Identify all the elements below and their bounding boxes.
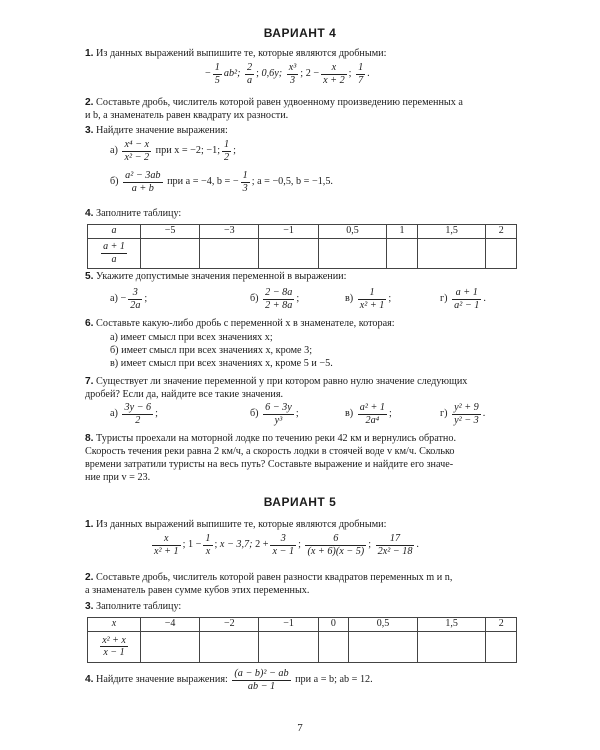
task-number: 4. <box>85 673 94 685</box>
task-text: Заполните таблицу: <box>96 208 182 219</box>
fraction: $\frac{3}{x - 1}$ <box>272 533 295 557</box>
expr-text: ; <box>182 538 186 550</box>
fraction: $\frac{1}{2}$ <box>224 139 230 163</box>
v4-task-8-line-3: времени затратили туристы на весь путь? Составьте выражение и найдите его значе- <box>85 459 454 470</box>
table-head-cell: $\frac{a + 1}{a}$ <box>88 238 141 268</box>
table-cell-empty <box>486 238 517 268</box>
fraction: $\frac{17}{\text{2x² − 18}}$ <box>377 533 413 557</box>
v4-task-7-line-2: дробей? Если да, найдите все такие значения. <box>85 389 284 400</box>
table-cell: −3 <box>200 225 259 239</box>
fraction: $\frac{1}{5}$ <box>214 62 220 86</box>
table-row <box>88 225 517 239</box>
fraction: $\frac{\text{x³}}{3}$ <box>288 62 297 86</box>
table-cell-empty <box>318 238 387 268</box>
expr-text: ; <box>256 67 259 79</box>
v4-task-6c: в) имеет смысл при всех значениях x, кроме 5 и −5. <box>110 358 333 369</box>
expr-text: 2 − <box>305 67 320 79</box>
task-text: Из данных выражений выпишите те, которые являются дробными: <box>96 48 387 59</box>
v4-task-8-line-4: ние при v = 23. <box>85 472 151 483</box>
task-text: Укажите допустимые значения переменной в выражении: <box>96 271 347 282</box>
v4-task-6a: а) имеет смысл при всех значениях x; <box>110 332 273 343</box>
table-head-cell: a <box>88 225 141 239</box>
task-text: Заполните таблицу: <box>96 601 182 612</box>
v4-task-2 <box>85 97 525 110</box>
expr-text: ; <box>388 407 392 419</box>
table-row <box>88 238 517 268</box>
expr-text: ; <box>144 292 148 304</box>
v4-task-4 <box>85 208 525 221</box>
table-cell: 0,5 <box>318 225 387 239</box>
v5-task-1 <box>85 519 525 532</box>
table-row <box>88 631 517 662</box>
table-row <box>88 618 517 632</box>
table-head-cell: $\frac{\text{x² + x}}{x - 1}$ <box>88 631 141 662</box>
table-cell: 0,5 <box>349 618 418 632</box>
v4-task-3 <box>85 125 525 138</box>
item-label: г) <box>440 292 448 304</box>
fraction: $\frac{1}{x}$ <box>205 533 211 557</box>
table-cell-empty <box>349 631 418 662</box>
v4-task-7 <box>85 376 525 389</box>
fraction: $\frac{\text{(a − b)² − ab}}{ab - 1}$ <box>234 668 289 692</box>
fraction: $\frac{2}{a}$ <box>247 62 253 86</box>
fraction: $\frac{\text{x⁴ − x}}{\text{x² − 2}}$ <box>124 139 150 163</box>
table-cell-empty <box>318 631 349 662</box>
v4-task-6b: б) имеет смысл при всех значениях x, кроме 3; <box>110 345 313 356</box>
table-cell: −1 <box>259 618 318 632</box>
table-head-cell: x <box>88 618 141 632</box>
task-number: 6. <box>85 318 94 329</box>
expr-text: . <box>367 67 370 79</box>
v5-task-4 <box>85 668 373 692</box>
table-cell: −5 <box>141 225 200 239</box>
task-number: 2. <box>85 97 94 108</box>
v5-task-1-expressions <box>150 533 419 557</box>
v4-task-5 <box>85 271 525 284</box>
table-cell: 1,5 <box>417 225 486 239</box>
task-number: 3. <box>85 125 94 136</box>
expr-text: ; <box>296 292 300 304</box>
v4-values-table <box>87 224 517 269</box>
v4-task-2-line-2: и b, а знаменатель равен квадрату их разности. <box>85 110 289 121</box>
expr-text: ab²; <box>223 67 241 79</box>
page-number: 7 <box>297 722 303 734</box>
item-label: б) <box>250 292 259 304</box>
table-cell-empty <box>141 631 200 662</box>
table-cell: 2 <box>486 225 517 239</box>
v4-task-5b <box>250 287 299 311</box>
table-cell-empty <box>200 238 259 268</box>
v4-task-8 <box>85 433 525 446</box>
task-text: Составьте дробь, числитель которой равен удвоенному произведению переменных a <box>96 97 463 108</box>
fraction: $\frac{6 - 3y}{\text{y³}}$ <box>265 402 292 426</box>
expr-text: ; <box>348 67 352 79</box>
v5-values-table <box>87 617 517 663</box>
expr-text: ; <box>368 538 372 550</box>
task-number: 5. <box>85 271 94 282</box>
expr-text: ; <box>233 144 236 156</box>
expr-text: − <box>205 67 211 79</box>
v4-task-5d <box>440 287 486 311</box>
v4-task-1-expressions <box>205 62 370 86</box>
v4-task-3a <box>110 139 236 163</box>
table-cell: 1 <box>387 225 418 239</box>
v4-task-1 <box>85 48 525 61</box>
table-cell-empty <box>417 631 486 662</box>
fraction: $\frac{a + 1}{\text{a² − 1}}$ <box>454 287 480 311</box>
v4-task-6 <box>85 318 525 331</box>
item-label: в) <box>345 407 354 419</box>
table-cell-empty <box>486 631 517 662</box>
task-text: Найдите значение выражения: <box>96 673 228 685</box>
task-text: Туристы проехали на моторной лодке по течению реки 42 км и вернулись обратно. <box>96 433 457 444</box>
expr-text: x − 3,7; <box>219 538 253 550</box>
task-number: 2. <box>85 572 94 583</box>
task-number: 3. <box>85 601 94 612</box>
fraction: $\frac{\text{y² + 9}}{\text{y² − 3}}$ <box>454 402 479 426</box>
expr-text: ; <box>300 67 304 79</box>
item-label: б) <box>250 407 259 419</box>
task-number: 1. <box>85 48 94 59</box>
table-cell-empty <box>259 631 318 662</box>
table-cell: 0 <box>318 618 349 632</box>
item-label: г) <box>440 407 448 419</box>
task-number: 1. <box>85 519 94 530</box>
expr-text: . <box>482 407 486 419</box>
v4-task-8-line-2: Скорость течения реки равна 2 км/ч, а скорость лодки в стоячей воде v км/ч. Сколько <box>85 446 455 457</box>
expr-text: − <box>120 292 127 304</box>
fraction: $\frac{6}{(x + 6)(x - 5)}$ <box>307 533 365 557</box>
task-number: 7. <box>85 376 94 387</box>
expr-text: ; <box>295 407 299 419</box>
expr-text: ; <box>214 538 218 550</box>
table-cell-empty <box>200 631 259 662</box>
expr-text: . <box>416 538 419 550</box>
variant-4-title: ВАРИАНТ 4 <box>263 26 337 40</box>
item-label: а) <box>110 144 118 156</box>
expr-text: 0,6y; <box>261 67 283 79</box>
variant-5-title: ВАРИАНТ 5 <box>263 495 337 509</box>
v4-task-7b <box>250 402 299 426</box>
table-cell: −2 <box>200 618 259 632</box>
table-cell: 1,5 <box>417 618 486 632</box>
v4-task-7c <box>345 402 392 426</box>
expr-text: ; a = −0,5, b = −1,5. <box>251 175 333 187</box>
v4-task-3b <box>110 170 333 194</box>
task-text: Существует ли значение переменной y при котором равно нулю значение следующих <box>96 376 468 387</box>
item-label: б) <box>110 175 119 187</box>
fraction: $\frac{\text{a² + 1}}{\text{2a⁴}}$ <box>359 402 385 426</box>
expr-text: при a = b; ab = 12. <box>295 673 373 685</box>
v5-task-3 <box>85 601 525 614</box>
item-label: в) <box>345 292 354 304</box>
fraction: $\frac{x}{\text{x² + 1}}$ <box>154 533 179 557</box>
v5-task-2 <box>85 572 525 585</box>
v4-task-5c <box>345 287 391 311</box>
fraction: $\frac{3}{2a}$ <box>130 287 141 311</box>
item-label: а) <box>110 292 118 304</box>
v4-task-7d <box>440 402 485 426</box>
expr-text: ; <box>298 538 301 550</box>
table-cell: 2 <box>486 618 517 632</box>
fraction: $\frac{\text{a² − 3ab}}{a + b}$ <box>125 170 161 194</box>
table-cell: −1 <box>259 225 318 239</box>
expr-text: при a = −4, b = − <box>167 175 239 187</box>
fraction: $\frac{3y - 6}{2}$ <box>124 402 152 426</box>
expr-text: . <box>483 292 486 304</box>
fraction: $\frac{1}{\text{x² + 1}}$ <box>359 287 385 311</box>
task-text: Составьте какую-либо дробь с переменной x в знаменателе, которая: <box>96 318 395 329</box>
task-text: Составьте дробь, числитель которой равен разности квадратов переменных m и n, <box>96 572 453 583</box>
v5-task-2-line-2: а знаменатель равен сумме кубов этих переменных. <box>85 585 310 596</box>
task-number: 8. <box>85 433 94 444</box>
task-text: Из данных выражений выпишите те, которые являются дробными: <box>96 519 387 530</box>
v4-task-5a <box>110 287 147 311</box>
table-cell-empty <box>417 238 486 268</box>
table-cell-empty <box>141 238 200 268</box>
fraction: $\frac{1}{7}$ <box>358 62 364 86</box>
item-label: а) <box>110 407 118 419</box>
expr-text: ; <box>388 292 392 304</box>
table-cell-empty <box>387 238 418 268</box>
v4-task-7a <box>110 402 158 426</box>
expr-text: 1 − <box>188 538 202 550</box>
task-number: 4. <box>85 208 94 219</box>
table-cell: −4 <box>141 618 200 632</box>
task-text: Найдите значение выражения: <box>96 125 228 136</box>
expr-text: 2 + <box>255 538 269 550</box>
expr-text: при x = −2; −1; <box>155 144 221 156</box>
fraction: $\frac{2 - 8a}{2 + 8a}$ <box>265 287 293 311</box>
expr-text: ; <box>155 407 158 419</box>
table-cell-empty <box>259 238 318 268</box>
fraction: $\frac{1}{3}$ <box>242 170 248 194</box>
fraction: $\frac{x}{x + 2}$ <box>323 62 345 86</box>
